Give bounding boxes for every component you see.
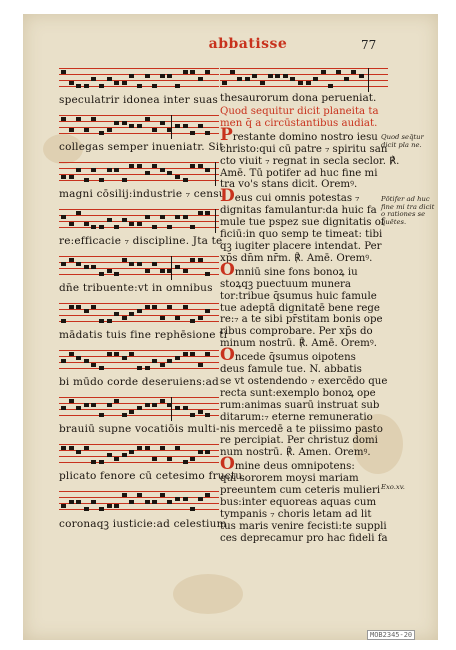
text-line: ditarum:₇ eterne remuneratio xyxy=(220,411,373,423)
chant-system xyxy=(59,438,243,485)
left-column-chant xyxy=(59,62,243,532)
rubric-line: men q̄ a circūstantibus audiat. xyxy=(220,117,378,129)
chant-system xyxy=(59,250,219,297)
chant-lyric: dn̄e tribuente:vt in omnibus xyxy=(59,282,213,294)
text-line: qui sororem moysi mariam xyxy=(220,473,359,485)
chant-lyric: mādatis tuis fine rephēsione ti xyxy=(59,329,228,341)
text-line: cto viuit ₇ regnat in secla seclor. ℟. xyxy=(220,155,400,167)
text-line: dignitas famulantur:da huic fa xyxy=(220,205,377,217)
neumes xyxy=(61,397,217,421)
chant-lyric: re:efficacie ₇ discipline. Jta te xyxy=(59,235,223,247)
text-line: Amē. Tū potifer ad huc fine mi xyxy=(220,167,378,179)
text-line: mule tue pspez sue dignitatis of xyxy=(220,217,385,229)
text-line: minum nostrū. ℟. Amē. Oremꝰ. xyxy=(220,338,377,350)
text-line: nis mercedē a te piissimo pasto xyxy=(220,423,383,435)
red-initial: O xyxy=(220,345,235,366)
text-line: tue adeptā dignitatē bene rege xyxy=(220,302,380,314)
red-initial: P xyxy=(220,124,233,145)
neumes xyxy=(61,68,217,92)
text-line: tympanis ₇ choris letam ad lit xyxy=(220,508,372,520)
text-line: tor:tribue q̄sumus huic famule xyxy=(220,290,377,302)
shelfmark-label: MOB2345-20 xyxy=(367,630,415,640)
chant-lyric: collegas semper inueniatr. Sit xyxy=(59,141,224,153)
neumes xyxy=(61,303,217,327)
text-line: ribus comprobare. Per xp̄s do xyxy=(220,326,373,338)
neumes xyxy=(61,162,217,186)
text-line: rum:animas suarū instruat sub xyxy=(220,399,380,411)
text-line: Oncede q̄sumus oipotens xyxy=(220,345,356,366)
text-line: preeuntem cum ceteris mulieri xyxy=(220,485,381,497)
text-line: qꝫ iugiter placere intendat. Per xyxy=(220,240,382,252)
red-initial: D xyxy=(220,186,235,207)
text-line: christo:qui cū patre ₇ spiritu san xyxy=(220,143,388,155)
text-line: re percipiat. Per christuz domi xyxy=(220,435,378,447)
text-line: bus:inter equoreas aquas cum xyxy=(220,497,377,508)
chant-system xyxy=(59,297,228,344)
chant-lyric: speculatrir idonea inter suas xyxy=(59,94,219,106)
folio-number: 77 xyxy=(361,38,377,52)
text-line: tus maris venire fecisti:te suppli xyxy=(220,520,387,532)
chant-lyric: bi mūdo corde deseruiens:ad xyxy=(59,376,219,388)
red-initial: O xyxy=(220,259,235,280)
neumes xyxy=(61,115,217,139)
chant-system xyxy=(59,109,224,156)
neumes xyxy=(61,256,217,280)
text-line: deus famule tue. N. abbatis xyxy=(220,364,362,376)
margin-note: Pōtifer ad huc fine mi tra dicit o rationes se quētes. xyxy=(381,195,435,226)
neumes xyxy=(61,444,217,468)
chant-lyric: brauiū supne vocatiōis multi- xyxy=(59,423,220,435)
neumes xyxy=(61,209,217,233)
chant-lyric: coronaqꝫ iusticie:ad celestium xyxy=(59,518,227,530)
text-line: xp̄s dn̄m nr̄m. ℟. Amē. Oremꝰ. xyxy=(220,252,373,264)
manuscript-leaf xyxy=(23,14,438,640)
text-line: stoꝝqꝫ puectuum munera xyxy=(220,278,351,290)
text-line: ces deprecamur pro hac fideli fa xyxy=(220,532,388,544)
red-initial: O xyxy=(220,454,235,475)
neumes xyxy=(61,491,217,515)
margin-note: Exo.xv. xyxy=(381,483,405,491)
text-line: ficiū:in quo semp te timeat: tibi xyxy=(220,229,383,241)
margin-note: Quod seq̄tur dicit pla ne. xyxy=(381,133,424,149)
chant-system xyxy=(59,156,226,203)
running-head: abbatisse xyxy=(208,36,288,52)
text-line: se vt ostendendo ₇ exercēdo que xyxy=(220,375,388,387)
chant-lyric: magni cōsilij:industrie ₇ censu xyxy=(59,188,226,200)
text-line: Prestante domino nostro iesu xyxy=(220,124,378,145)
chant-system xyxy=(59,62,219,109)
chant-system xyxy=(59,203,223,250)
chant-lyric: plicato fenore cū cetesimo fructu xyxy=(59,470,243,482)
text-line: recta sunt:exemplo bonoꝝ ope xyxy=(220,387,376,399)
neumes xyxy=(61,350,217,374)
chant-lyric: thesaurorum dona perueniat. xyxy=(220,92,377,104)
chant-system xyxy=(59,391,219,438)
text-line: re:₇ a te sibi pr̄stitam bonis ope xyxy=(220,314,383,326)
text-line: Deus cui omnis potestas ₇ xyxy=(220,186,360,207)
rubric-line: Quod sequitur dicit planeita ta xyxy=(220,106,379,117)
chant-system xyxy=(59,485,227,532)
text-line: num nostrū. ℟. Amen. Oremꝰ. xyxy=(220,447,371,459)
chant-staff xyxy=(220,62,388,96)
chant-system xyxy=(59,344,219,391)
text-line: tra vo's stans dicit. Oremꝰ. xyxy=(220,179,358,191)
text-line: Omine deus omnipotens: xyxy=(220,454,355,475)
text-line: Omniū sine fons bonoꝝ iu xyxy=(220,259,358,280)
